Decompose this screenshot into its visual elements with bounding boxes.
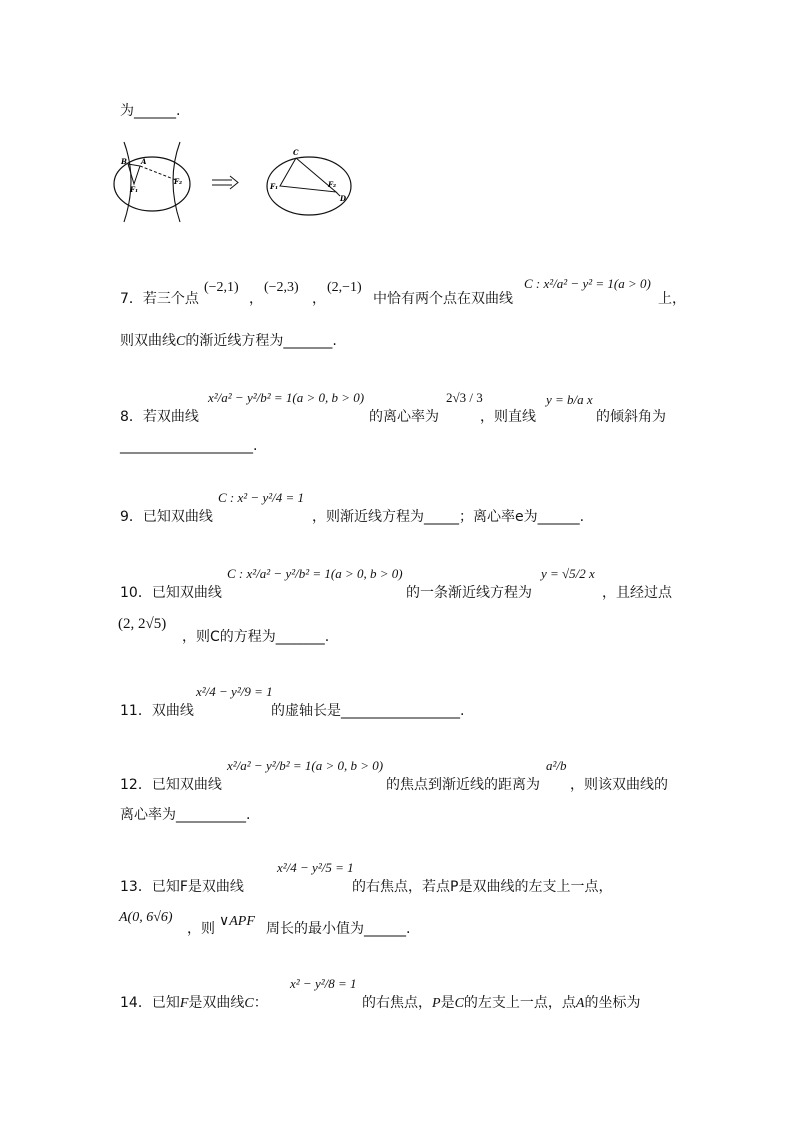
q8-text-b: 的离心率为 — [369, 409, 439, 425]
q7-text-c: 上， — [658, 291, 686, 307]
q13-text-b: 的右焦点，若点P是双曲线的左支上一点， — [352, 879, 613, 895]
q9-equation: C : x² − y²/4 = 1 — [218, 490, 304, 505]
q13-equation: x²/4 − y²/5 = 1 — [277, 860, 354, 875]
q8-text-d: 的倾斜角为 — [596, 409, 666, 425]
q11-text-a: 11．双曲线 — [120, 703, 194, 719]
q7-text-d2: 的渐近线方程为_______. — [185, 333, 337, 349]
q7-sep-2: ， — [312, 291, 326, 307]
question-11 — [120, 700, 194, 720]
label-B: B — [121, 157, 127, 166]
arrow-head — [230, 176, 238, 189]
q14-text-c: 的右焦点， — [362, 995, 432, 1011]
q14-C: C — [244, 996, 254, 1011]
q10-text-d: ，则C的方程为_______. — [182, 629, 330, 645]
q10-equation: C : x²/a² − y²/b² = 1(a > 0, b > 0) — [227, 566, 403, 581]
q14-F: F — [179, 996, 189, 1011]
question-7-cont — [120, 330, 337, 350]
q10-point: (2, 2√5) — [118, 616, 167, 632]
label-F2-left: F₂ — [174, 177, 183, 186]
q8-blank: ___________________. — [120, 438, 258, 454]
q9-text-b: ，则渐近线方程为_____；离心率e为______. — [312, 509, 585, 525]
q10-text-a: 10．已知双曲线 — [120, 585, 222, 601]
q10-line-eq: y = √5/2 x — [541, 566, 595, 581]
question-7 — [120, 288, 199, 308]
text-line: 为______. — [120, 103, 181, 119]
label-F1-left: F₁ — [130, 185, 139, 194]
question-13 — [120, 876, 244, 896]
question-9 — [120, 506, 213, 526]
q14-C2: C — [454, 996, 464, 1011]
label-C: C — [293, 148, 299, 157]
q11-text-b: 的虚轴长是_________________. — [271, 703, 465, 719]
q14-text-f: 的坐标为 — [584, 995, 641, 1011]
q13-point: A(0, 6√6) — [119, 910, 173, 925]
label-F2-right: F₂ — [328, 180, 337, 189]
q11-equation: x²/4 − y²/9 = 1 — [196, 684, 273, 699]
q14-P: P — [432, 996, 441, 1011]
q7-equation: C : x²/a² − y² = 1(a > 0) — [524, 276, 651, 291]
label-F1-right: F₁ — [270, 182, 279, 191]
q12-text-c: ，则该双曲线的 — [570, 777, 668, 793]
q12-distance: a²/b — [546, 758, 567, 773]
q13-triangle: ∨APF — [219, 914, 255, 929]
q10-text-c: ，且经过点 — [602, 585, 672, 601]
q13-text-a: 13．已知F是双曲线 — [120, 879, 244, 895]
q7-point-3: (2,−1) — [327, 280, 362, 295]
q14-text-a: 14．已知 — [120, 995, 180, 1011]
left-hyperbola-branch — [124, 142, 131, 222]
q7-point-2: (−2,3) — [264, 280, 299, 295]
question-10 — [120, 582, 222, 602]
q14-text-d: 是 — [440, 995, 455, 1011]
q14-colon: ： — [253, 995, 268, 1011]
label-D: D — [340, 194, 347, 203]
q14-equation: x² − y²/8 = 1 — [290, 976, 357, 991]
question-8 — [120, 406, 199, 426]
q13-text-d: 周长的最小值为______. — [266, 921, 411, 937]
question-12 — [120, 774, 222, 794]
q7-sep-1: ， — [249, 291, 263, 307]
q7-text-a: 7．若三个点 — [120, 291, 199, 307]
q8-text-c: ，则直线 — [480, 409, 536, 425]
label-A: A — [141, 157, 147, 166]
q10-text-b: 的一条渐近线方程为 — [406, 585, 532, 601]
q12-text-b: 的焦点到渐近线的距离为 — [386, 777, 540, 793]
q8-eccentricity: 2√3 / 3 — [446, 390, 483, 405]
ellipse-figure — [110, 140, 370, 230]
question-12-cont: 离心率为__________. — [120, 807, 251, 823]
q7-text-b: 中恰有两个点在双曲线 — [373, 291, 513, 307]
dashed-segment — [140, 166, 176, 180]
q8-text-a: 8．若双曲线 — [120, 409, 199, 425]
q7-C: C — [176, 334, 186, 349]
q12-equation: x²/a² − y²/b² = 1(a > 0, b > 0) — [227, 758, 384, 773]
question-14 — [120, 992, 268, 1012]
q7-point-1: (−2,1) — [204, 280, 239, 295]
q14-text-e: 的左支上一点，点 — [463, 995, 576, 1011]
q14-tail — [362, 992, 640, 1012]
q12-text-a: 12．已知双曲线 — [120, 777, 222, 793]
q8-line-eq: y = b/a x — [546, 392, 593, 407]
q13-text-c: ，则 — [187, 921, 215, 937]
q9-text-a: 9．已知双曲线 — [120, 509, 213, 525]
q14-A: A — [575, 996, 585, 1011]
q7-text-d1: 则双曲线 — [120, 333, 176, 349]
q8-equation: x²/a² − y²/b² = 1(a > 0, b > 0) — [208, 390, 365, 405]
q14-text-b: 是双曲线 — [188, 995, 245, 1011]
